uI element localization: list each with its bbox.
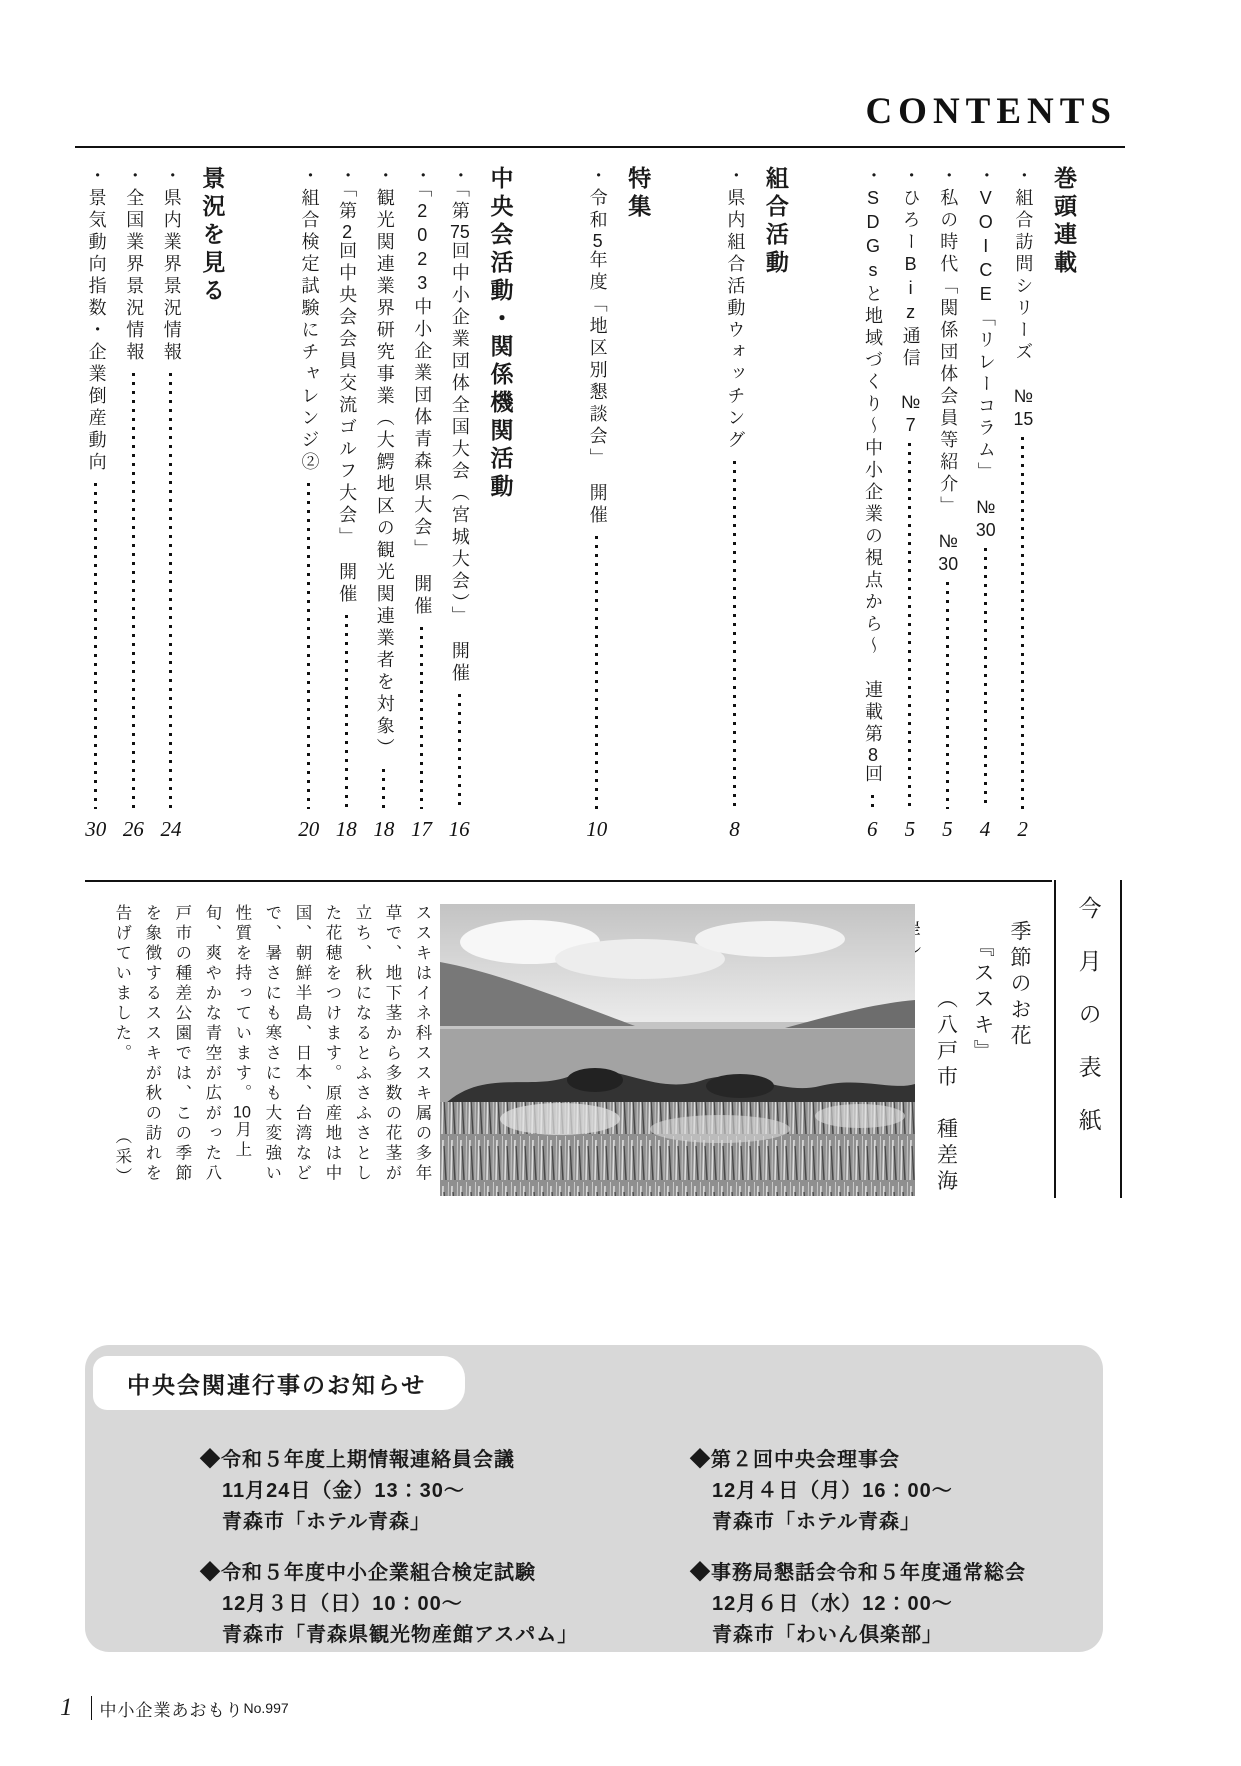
toc-item: [974, 166, 996, 842]
toc-section: [586, 166, 651, 842]
toc-item: [298, 166, 320, 842]
toc-item: [724, 166, 746, 842]
toc-item-title: ・私の時代「関係団体会員等紹介」 №30: [938, 166, 959, 573]
toc-dotted-leader: [345, 615, 348, 809]
toc-dotted-leader: [382, 769, 385, 809]
event-detail-line: 12月３日（日）10：00～: [222, 1593, 463, 1615]
cover-box-label: 今月の表紙: [1075, 896, 1102, 1161]
toc-page-number: 8: [729, 817, 740, 841]
toc-page-number: 30: [85, 817, 107, 841]
announcements-column: [690, 1445, 1073, 1651]
toc-section: [861, 166, 1077, 842]
toc-item: [160, 166, 182, 842]
footer-page-number: 1: [60, 1694, 73, 1721]
toc-section-header-column: [486, 166, 514, 842]
toc-page-number: 10: [586, 817, 608, 841]
cover-box: [1054, 880, 1122, 1198]
toc-section-header: 組合活動: [762, 166, 789, 278]
cover-photo-image: [440, 904, 915, 1196]
toc-section-header-column: [1049, 166, 1077, 842]
toc-item-title: ・VOICE「リレーコラム」 №30: [975, 166, 996, 539]
event-title: ◆令和５年度中小企業組合検定試験: [200, 1562, 536, 1584]
toc-item-title: ・組合訪問シリーズ №15: [1013, 166, 1034, 428]
event-item: [200, 1445, 675, 1538]
page-footer: [60, 1694, 289, 1722]
toc-dotted-leader: [871, 795, 874, 809]
toc-section: [724, 166, 789, 842]
toc-dotted-leader: [94, 483, 97, 809]
cover-photo: [440, 904, 915, 1196]
event-detail-line: 青森市「わいん倶楽部」: [712, 1624, 943, 1646]
event-detail-line: 青森市「青森県観光物産館アスパム」: [222, 1624, 579, 1646]
toc-item: [937, 166, 959, 842]
announcements-label: 中央会関連行事のお知らせ: [93, 1356, 465, 1410]
photo-rock: [567, 1068, 623, 1092]
table-of-contents: [85, 166, 1077, 842]
toc-dotted-leader: [132, 373, 135, 809]
toc-page-number: 24: [160, 817, 182, 841]
toc-page-number: 6: [866, 817, 878, 841]
photo-cloud: [695, 921, 845, 957]
toc-section-header: 巻頭連載: [1051, 166, 1077, 278]
photo-susuki-plumes: [500, 1103, 620, 1135]
toc-dotted-leader: [307, 483, 310, 809]
footer-issue-number: No.997: [243, 1700, 289, 1716]
toc-dotted-leader: [908, 443, 911, 809]
toc-item-title: ・観光関連業界研究事業（大鰐地区の観光関連業者を対象）: [374, 166, 395, 760]
event-detail-line: 青森市「ホテル青森」: [222, 1511, 431, 1533]
cover-section: [85, 880, 1125, 1198]
toc-dotted-leader: [458, 694, 461, 809]
event-title: ◆第２回中央会理事会: [690, 1449, 900, 1471]
announcements-list: [200, 1445, 1073, 1651]
toc-page-number: 16: [448, 817, 470, 841]
toc-section-header: 特集: [625, 166, 652, 222]
cover-description: ススキはイネ科ススキ属の多年草で、地下茎から多数の花茎が立ち、秋になるとふさふさとした花穂をつけます。原産地は中国、朝鮮半島、日本、台湾などで、暑さにも寒さにも大変強い性質を持っています。10月上旬、爽やかな青空が広がった八戸市の種差公園では、この季節を象徴するススキが秋の訪れを告げていました。 （采）: [112, 904, 431, 1188]
event-detail-line: 12月４日（月）16：00～: [712, 1480, 953, 1502]
toc-section-header: 中央会活動・関係機関活動: [487, 166, 514, 502]
toc-page-number: 26: [122, 817, 144, 841]
event-detail-line: 青森市「ホテル青森」: [712, 1511, 921, 1533]
toc-item: [1012, 166, 1034, 842]
photo-rock: [706, 1074, 774, 1098]
toc-dotted-leader: [595, 536, 598, 809]
toc-item: [861, 166, 883, 842]
contents-heading: CONTENTS: [865, 91, 1117, 132]
toc-page-number: 5: [942, 817, 953, 841]
toc-page-number: 18: [335, 817, 357, 841]
toc-section-header-column: [198, 166, 226, 842]
announcements-box: [85, 1345, 1103, 1652]
event-title: ◆事務局懇話会令和５年度通常総会: [690, 1562, 1026, 1584]
footer-divider: [91, 1696, 92, 1720]
toc-item: [336, 166, 358, 842]
toc-page-number: 18: [373, 817, 395, 841]
photo-susuki-plumes: [650, 1115, 790, 1143]
toc-item-title: ・組合検定試験にチャレンジ②: [299, 166, 320, 474]
announcements-column: [200, 1445, 675, 1651]
toc-item-title: ・「第2回中央会会員交流ゴルフ大会」 開催: [337, 166, 358, 606]
toc-item: [85, 166, 107, 842]
event-detail-line: 11月24日（金）13：30～: [222, 1480, 465, 1502]
toc-page-number: 5: [904, 817, 916, 841]
toc-item: [586, 166, 608, 842]
toc-dotted-leader: [420, 627, 423, 809]
toc-item: [411, 166, 433, 842]
toc-item: [373, 166, 395, 842]
toc-item: [899, 166, 921, 842]
toc-item-title: ・ひろーBiz通信 №7: [900, 166, 921, 434]
toc-page-number: 4: [979, 817, 991, 841]
toc-item-title: ・景気動向指数・企業倒産動向: [86, 166, 107, 474]
toc-item: [123, 166, 145, 842]
toc-item-title: ・県内組合活動ウォッチング: [725, 166, 746, 452]
toc-page-number: 2: [1017, 817, 1028, 841]
footer-magazine-title: 中小企業あおもり: [99, 1700, 244, 1720]
toc-section-header: 景況を見る: [199, 166, 226, 306]
event-item: [200, 1558, 675, 1651]
toc-page-number: 17: [410, 817, 432, 841]
cover-caption: 季節のお花 『ススキ』 （八戸市 種差海: [934, 920, 1031, 1196]
event-title: ◆令和５年度上期情報連絡員会議: [200, 1449, 515, 1471]
photo-susuki-plumes: [815, 1104, 905, 1128]
event-detail-line: 12月６日（水）12：00～: [712, 1593, 953, 1615]
cover-section-rule: [85, 880, 1052, 882]
toc-page-number: 20: [298, 817, 320, 841]
toc-item-title: ・「第75回中小企業団体全国大会（宮城大会）」 開催: [449, 166, 470, 685]
toc-item: [448, 166, 470, 842]
toc-dotted-leader: [1021, 437, 1024, 809]
event-item: [690, 1445, 1073, 1538]
toc-section: [298, 166, 514, 842]
event-item: [690, 1558, 1073, 1651]
toc-section-header-column: [624, 166, 652, 842]
toc-section-header-column: [761, 166, 789, 842]
toc-item-title: ・県内業界景況情報: [161, 166, 182, 364]
toc-dotted-leader: [169, 373, 172, 809]
toc-item-title: ・「2023中小企業団体青森県大会」 開催: [412, 166, 433, 618]
toc-section: [85, 166, 225, 842]
toc-item-title: ・全国業界景況情報: [124, 166, 145, 364]
toc-item-title: ・SDGsと地域づくり～中小企業の視点から～ 連載第8回: [863, 166, 884, 786]
toc-dotted-leader: [946, 582, 949, 809]
toc-item-title: ・令和5年度「地区別懇談会」 開催: [587, 166, 608, 527]
toc-dotted-leader: [984, 548, 987, 809]
toc-dotted-leader: [733, 461, 736, 809]
contents-divider-rule: [75, 146, 1125, 148]
